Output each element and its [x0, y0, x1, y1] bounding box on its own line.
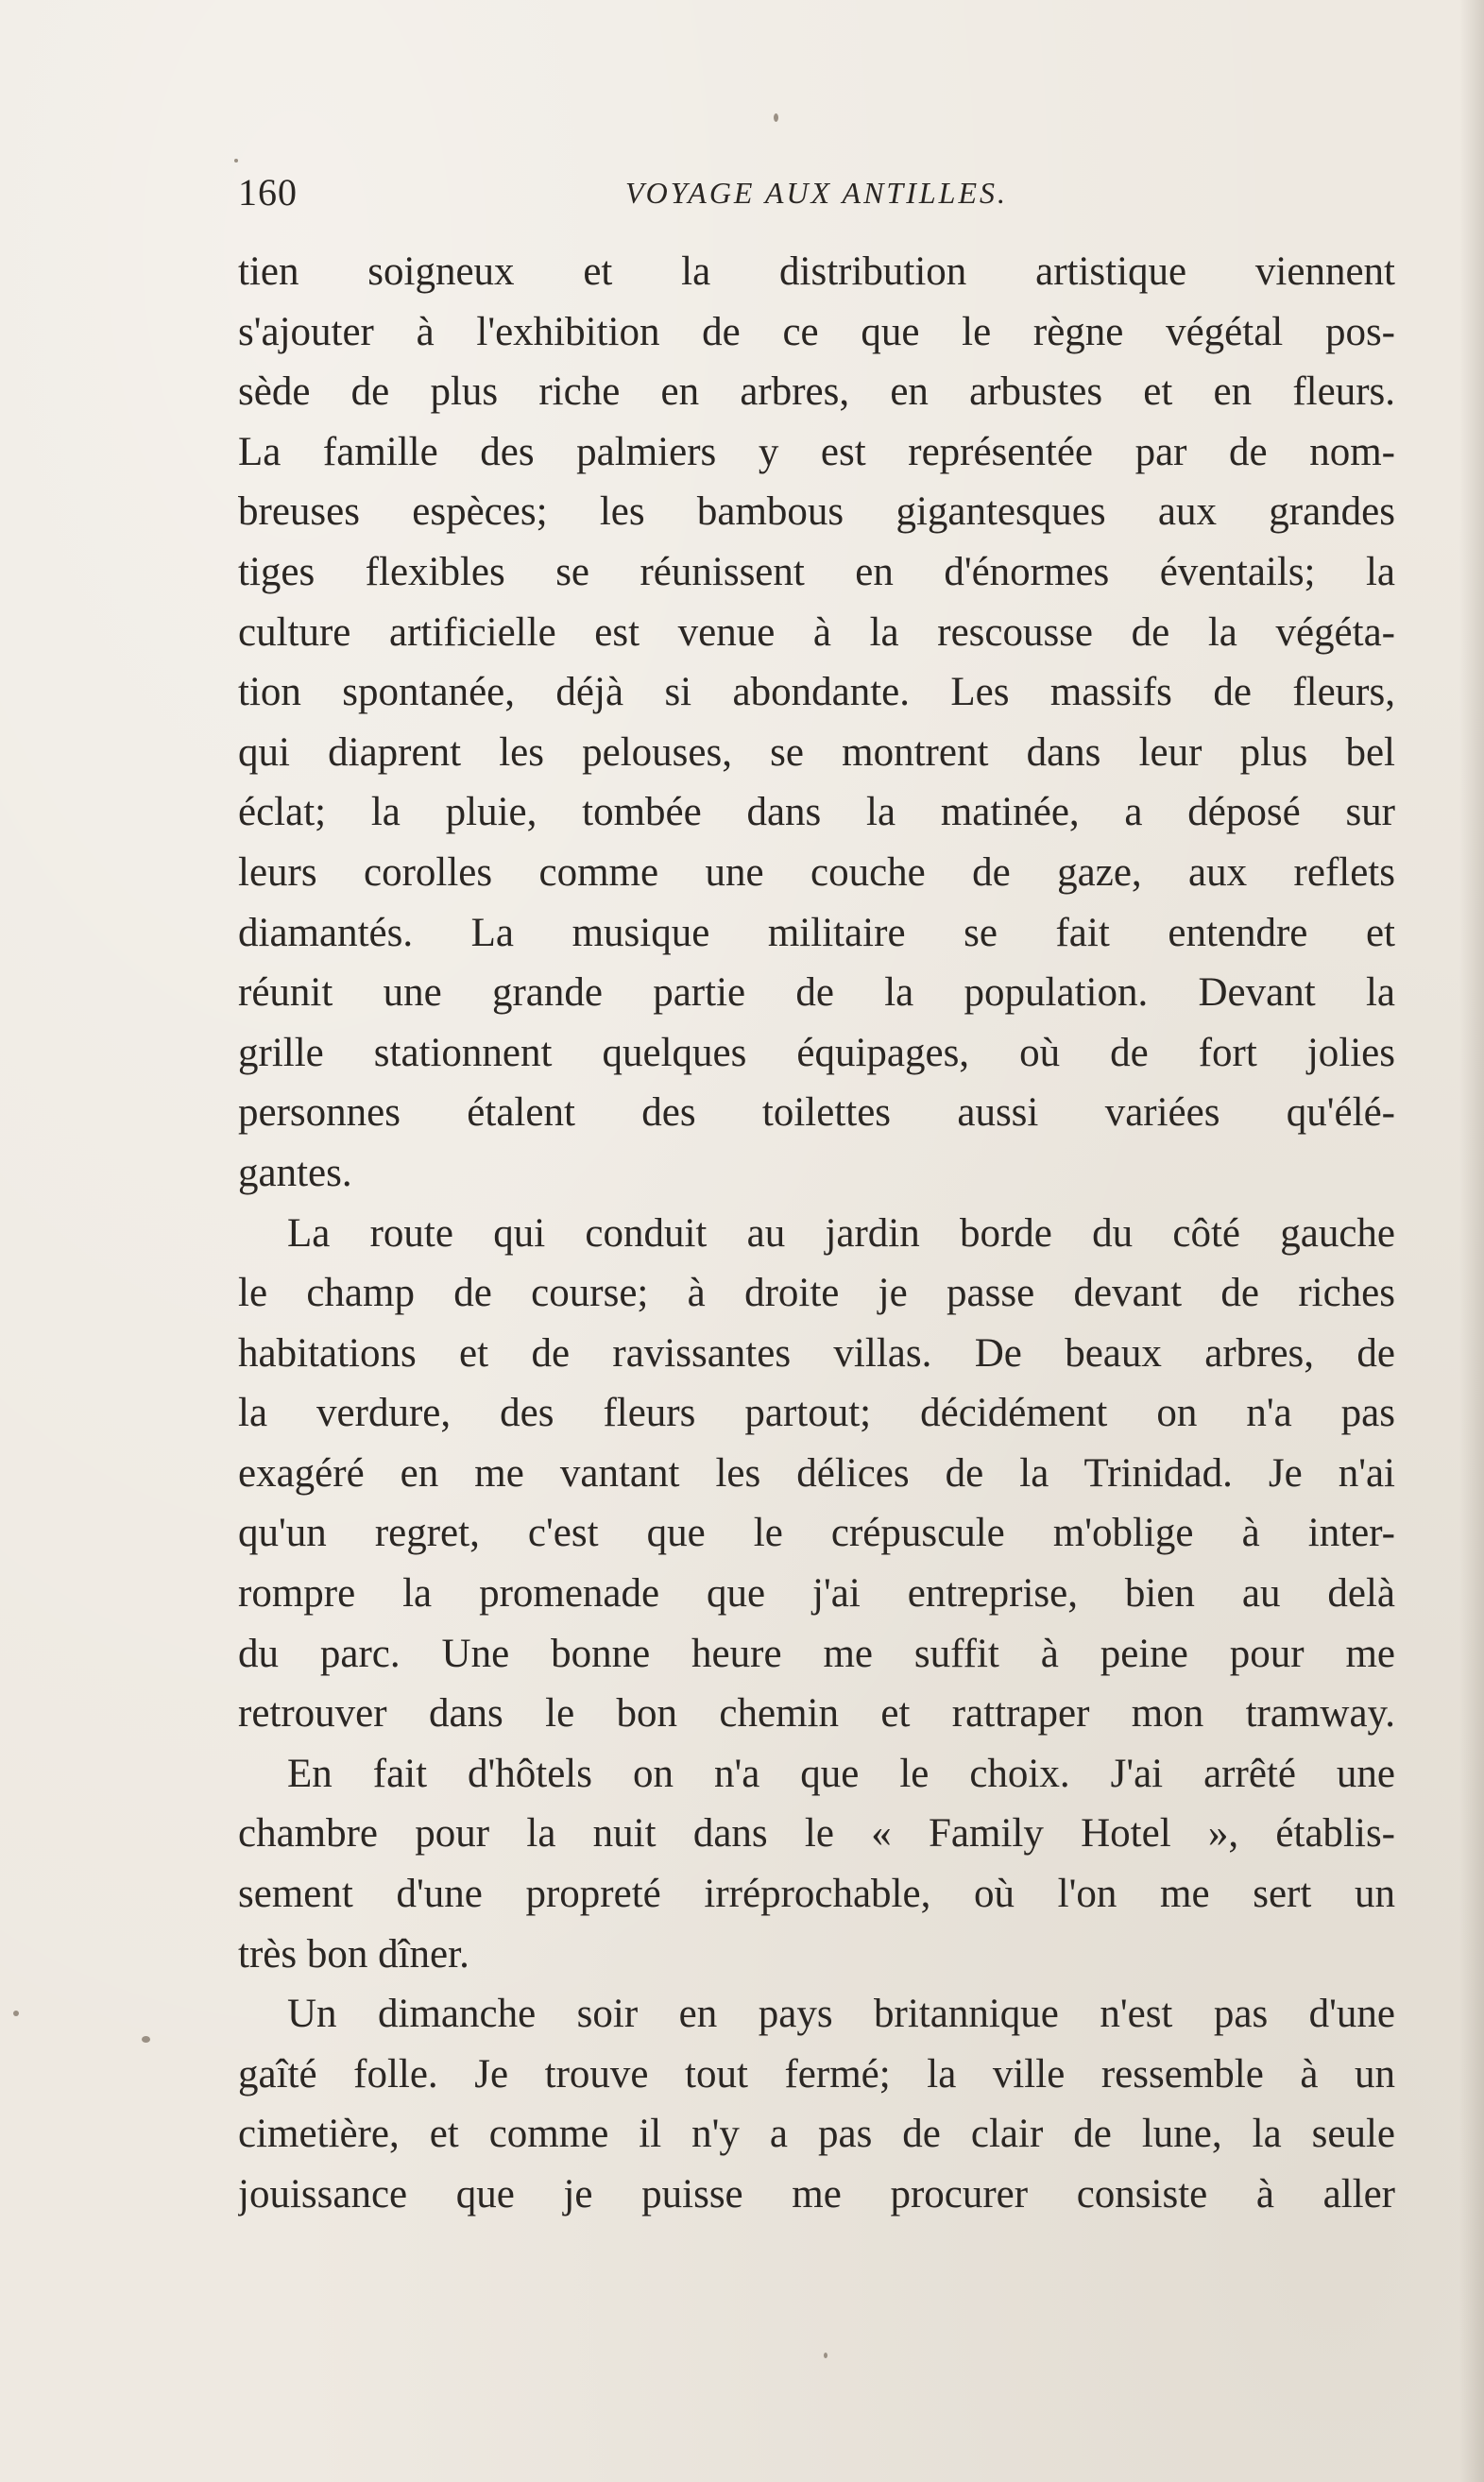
text-line: diamantés. La musique militaire se fait entendre et — [238, 910, 1395, 955]
paper-speck — [774, 113, 778, 122]
text-line: chambre pour la nuit dans le « Family Hotel », établis- — [238, 1811, 1395, 1857]
paper-speck — [234, 159, 238, 163]
text-line: La route qui conduit au jardin borde du côté gauche — [287, 1210, 1395, 1256]
text-line: la verdure, des fleurs partout; décidément on n'a pas — [238, 1391, 1395, 1436]
text-line: personnes étalent des toilettes aussi variées qu'élé- — [238, 1090, 1395, 1136]
text-line: retrouver dans le bon chemin et rattraper mon tramway. — [238, 1691, 1395, 1737]
text-line: s'ajouter à l'exhibition de ce que le règne végétal pos- — [238, 309, 1395, 354]
paper-speck — [824, 2353, 827, 2358]
text-line: tien soigneux et la distribution artistique viennent — [238, 249, 1395, 294]
page-edge-shadow — [1459, 0, 1484, 2482]
body-text — [238, 242, 1395, 2225]
text-line: breuses espèces; les bambous gigantesques aux grandes — [238, 489, 1395, 535]
text-line: Un dimanche soir en pays britannique n'est pas d'une — [287, 1992, 1395, 2037]
text-line: grille stationnent quelques équipages, où de fort jolies — [238, 1030, 1395, 1075]
text-line: jouissance que je puisse me procurer consiste à aller — [238, 2172, 1395, 2217]
text-line: éclat; la pluie, tombée dans la matinée, a déposé sur — [238, 790, 1395, 835]
text-line: réunit une grande partie de la population. Devant la — [238, 970, 1395, 1016]
text-line: rompre la promenade que j'ai entreprise, bien au delà — [238, 1571, 1395, 1617]
paper-speck — [13, 2011, 19, 2016]
text-line: du parc. Une bonne heure me suffit à peine pour me — [238, 1631, 1395, 1676]
text-line: le champ de course; à droite je passe devant de riches — [238, 1271, 1395, 1316]
text-line: qui diaprent les pelouses, se montrent dans leur plus bel — [238, 729, 1395, 775]
text-line: qu'un regret, c'est que le crépuscule m'oblige à inter- — [238, 1511, 1395, 1556]
text-line: gantes. — [238, 1150, 352, 1195]
running-header — [238, 170, 1395, 227]
text-line: sement d'une propreté irréprochable, où l'on me sert un — [238, 1872, 1395, 1917]
text-line: cimetière, et comme il n'y a pas de clair de lune, la seule — [238, 2112, 1395, 2157]
text-line: culture artificielle est venue à la rescousse de la végéta- — [238, 609, 1395, 655]
text-line: sède de plus riche en arbres, en arbustes et en fleurs. — [238, 369, 1395, 415]
text-line: tiges flexibles se réunissent en d'énormes éventails; la — [238, 549, 1395, 594]
text-line: En fait d'hôtels on n'a que le choix. J'ai arrêté une — [287, 1751, 1395, 1796]
text-line: très bon dîner. — [238, 1931, 469, 1977]
text-line: exagéré en me vantant les délices de la Trinidad. Je n'ai — [238, 1450, 1395, 1496]
text-line: habitations et de ravissantes villas. De beaux arbres, de — [238, 1330, 1395, 1376]
text-line: gaîté folle. Je trouve tout fermé; la ville ressemble à un — [238, 2051, 1395, 2097]
running-title: VOYAGE AUX ANTILLES. — [625, 176, 1008, 210]
text-line: leurs corolles comme une couche de gaze, aux reflets — [238, 849, 1395, 895]
text-line: tion spontanée, déjà si abondante. Les massifs de fleurs, — [238, 670, 1395, 715]
page-number: 160 — [238, 171, 298, 214]
paper-speck — [142, 2036, 150, 2043]
text-line: La famille des palmiers y est représentée par de nom- — [238, 429, 1395, 474]
